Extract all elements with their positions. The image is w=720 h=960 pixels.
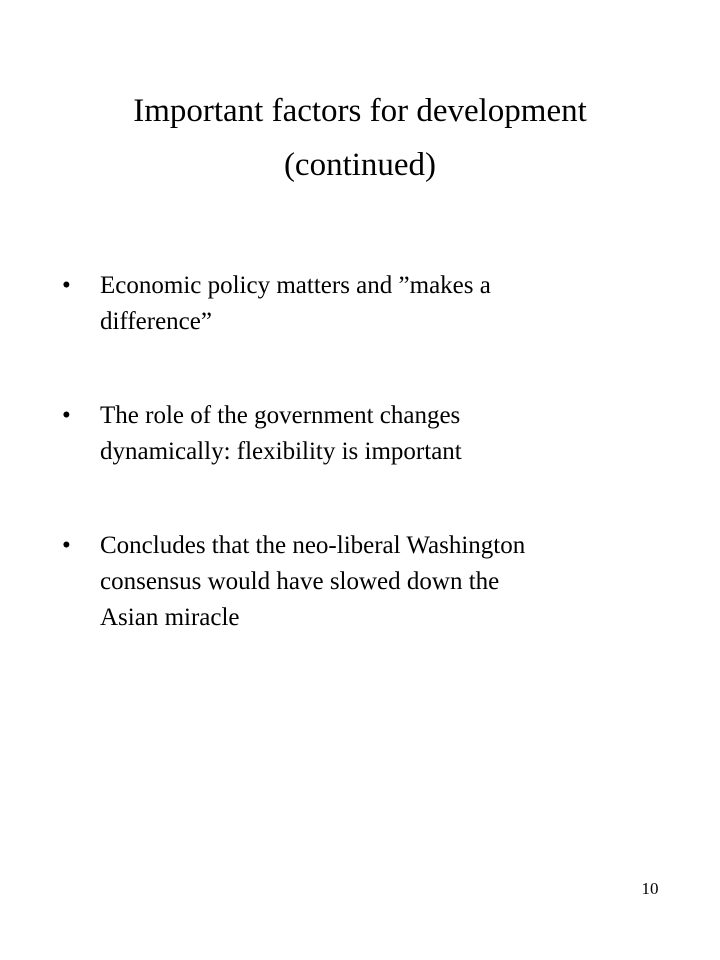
slide-title-line-1: Important factors for development bbox=[133, 93, 587, 129]
bullet-item-washington-consensus bbox=[62, 528, 670, 636]
bullet-text-line: Concludes that the neo-liberal Washington bbox=[100, 532, 526, 559]
bullet-dot-icon: • bbox=[62, 272, 71, 299]
bullet-text-line: difference” bbox=[100, 308, 212, 335]
bullet-text-line: consensus would have slowed down the bbox=[100, 568, 500, 595]
slide-title bbox=[60, 84, 660, 192]
page-number: 10 bbox=[641, 879, 659, 898]
bullet-dot-icon: • bbox=[62, 532, 71, 559]
bullet-dot-icon: • bbox=[62, 402, 71, 429]
bullet-item-government-role bbox=[62, 398, 670, 470]
bullet-text-line: The role of the government changes bbox=[100, 402, 461, 429]
bullet-text-line: Asian miracle bbox=[100, 604, 240, 631]
bullet-text-line: dynamically: flexibility is important bbox=[100, 438, 462, 465]
slide-title-line-2: (continued) bbox=[283, 147, 437, 183]
bullet-item-economic-policy bbox=[62, 268, 670, 340]
bullet-text-line: Economic policy matters and ”makes a bbox=[100, 272, 491, 299]
